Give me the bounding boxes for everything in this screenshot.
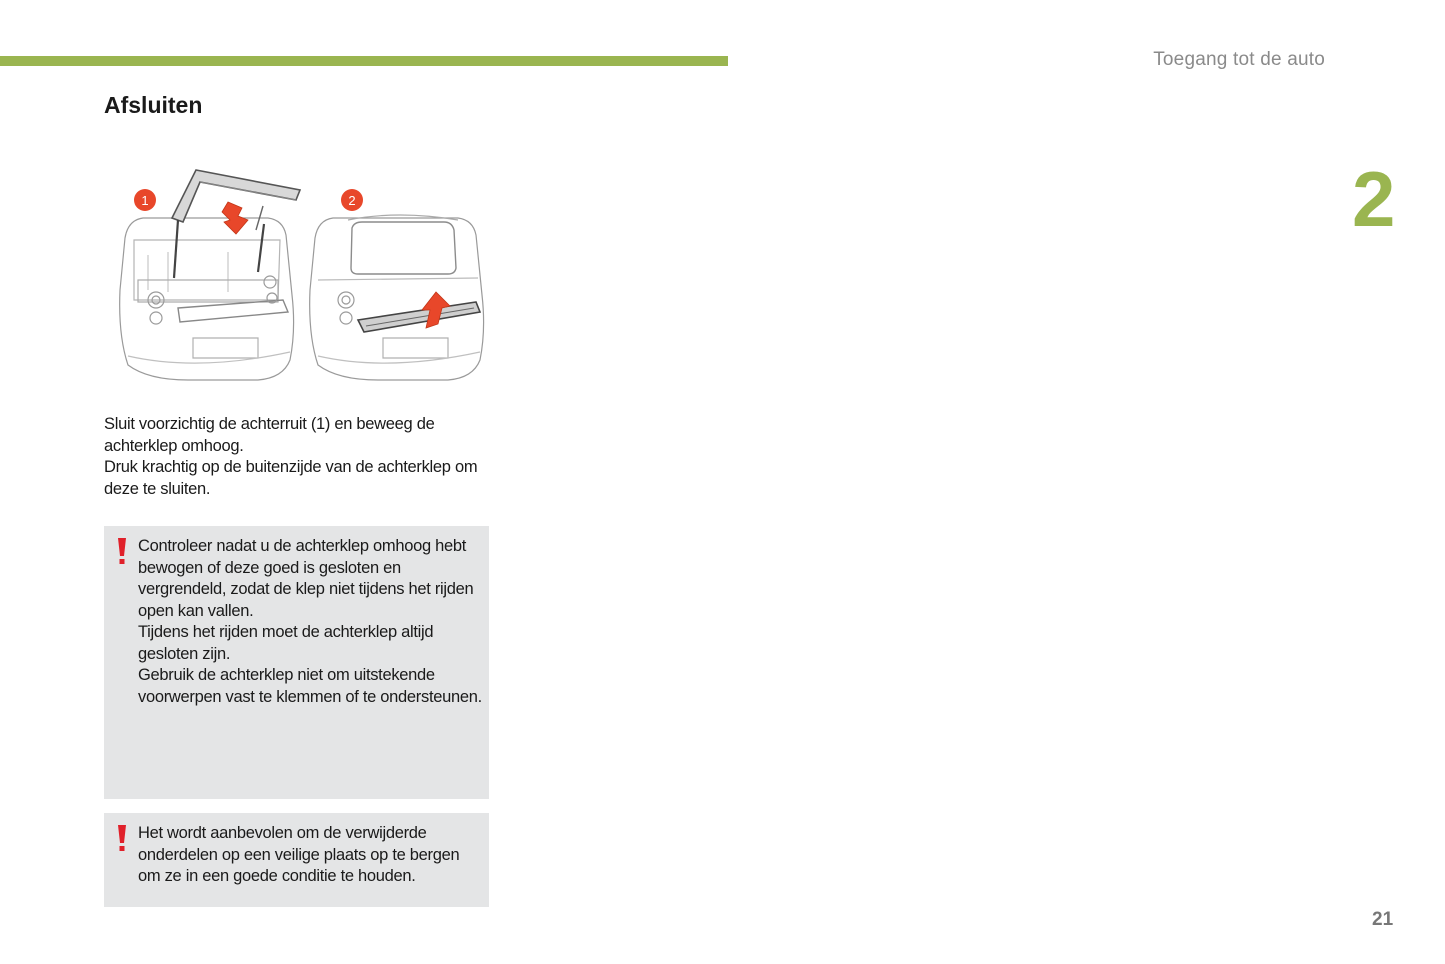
step-badge-1 <box>134 189 156 211</box>
warning-box-closing <box>104 526 489 799</box>
warning-paragraph: Gebruik de achterklep niet om uitstekende voorwerpen vast te klemmen of te ondersteunen. <box>138 666 482 706</box>
svg-text:2: 2 <box>348 193 356 208</box>
page-number: 21 <box>1372 909 1394 930</box>
svg-text:1: 1 <box>141 193 149 208</box>
header-accent-bar <box>0 56 728 66</box>
instruction-text <box>104 414 494 500</box>
page-heading: Afsluiten <box>104 92 203 118</box>
car-step-2-drawing <box>310 215 484 380</box>
step-badge-2 <box>341 189 363 211</box>
warning-text <box>138 536 483 708</box>
chapter-number: 2 <box>1352 155 1396 243</box>
warning-box-storage <box>104 813 489 907</box>
instruction-paragraph: Sluit voorzichtig de achterruit (1) en beweeg de achterklep omhoog. <box>104 415 435 455</box>
warning-text <box>138 823 483 888</box>
tailgate-closing-illustration <box>108 160 488 390</box>
car-step-1-drawing <box>120 218 294 380</box>
instruction-paragraph: Druk krachtig op de buitenzijde van de achterklep om deze te sluiten. <box>104 458 478 498</box>
warning-paragraph: Tijdens het rijden moet de achterklep altijd gesloten zijn. <box>138 623 434 663</box>
exclamation-icon <box>115 823 129 855</box>
warning-paragraph: Het wordt aanbevolen om de verwijderde onderdelen op een veilige plaats op te bergen om ze in een goede conditie te houden. <box>138 824 460 885</box>
warning-paragraph: Controleer nadat u de achterklep omhoog hebt bewogen of deze goed is gesloten en vergrendeld, zodat de klep niet tijdens het rijden open kan vallen. <box>138 537 474 620</box>
section-title: Toegang tot de auto <box>1153 49 1325 70</box>
exclamation-icon <box>115 536 129 568</box>
